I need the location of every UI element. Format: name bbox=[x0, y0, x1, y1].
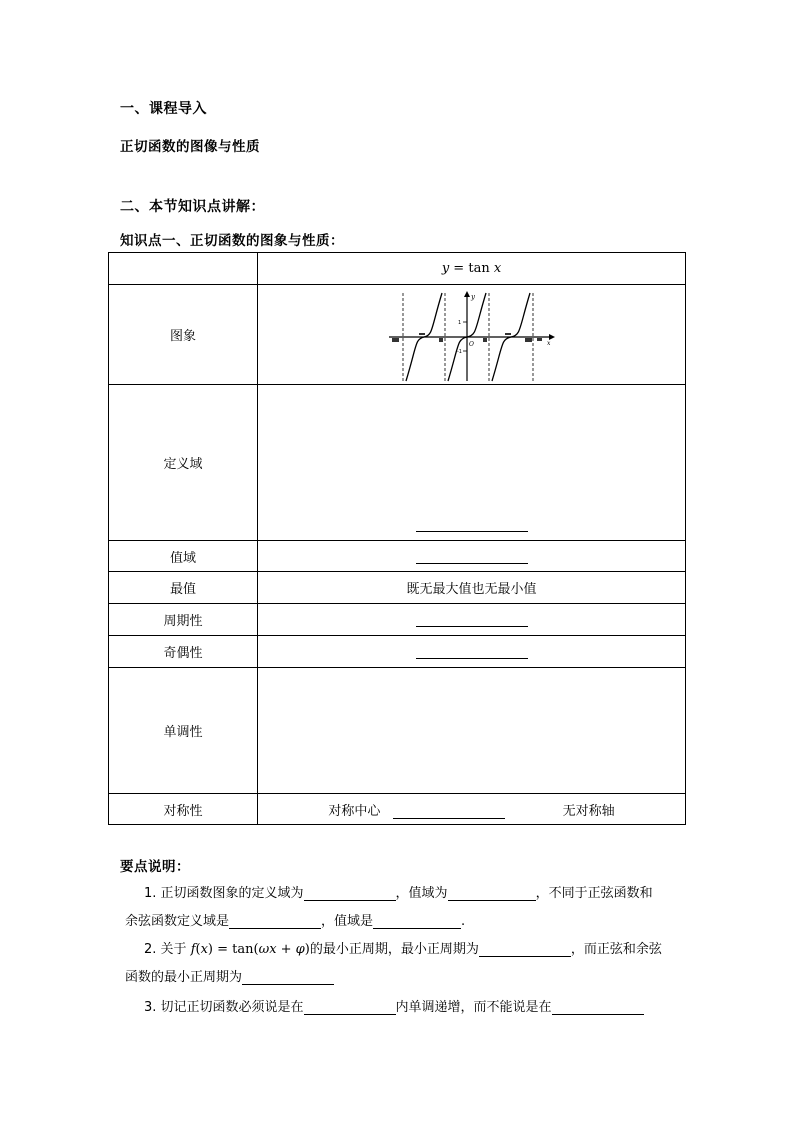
note-1-line-1: 1. 正切函数图象的定义域为 ，值域为 ，不同于正弦函数和 bbox=[144, 886, 653, 901]
note-1-blank-domain[interactable] bbox=[304, 886, 396, 901]
origin-label: O bbox=[468, 340, 474, 348]
note-2-formula: f(x) = tan(ωx + φ) bbox=[190, 942, 310, 957]
period-cell[interactable] bbox=[258, 604, 686, 636]
graph-label: 图象 bbox=[109, 285, 258, 385]
table-row bbox=[109, 794, 686, 825]
parity-label: 奇偶性 bbox=[109, 636, 258, 668]
domain-label: 定义域 bbox=[109, 385, 258, 541]
note-2-line-2: 函数的最小正周期为 bbox=[125, 966, 334, 985]
note-1-line-2: 余弦函数定义域是 ，值域是 . bbox=[125, 914, 466, 929]
symmetry-center-blank[interactable] bbox=[393, 805, 505, 819]
symmetry-label: 对称性 bbox=[109, 794, 258, 825]
domain-cell[interactable] bbox=[258, 385, 686, 541]
section1-title: 一、课程导入 bbox=[120, 101, 207, 117]
monotonic-cell[interactable] bbox=[258, 668, 686, 794]
parity-cell[interactable] bbox=[258, 636, 686, 668]
note-1-blank-cos-range[interactable] bbox=[373, 914, 461, 929]
symmetry-cell bbox=[258, 794, 686, 825]
extreme-label: 最值 bbox=[109, 572, 258, 604]
period-blank[interactable] bbox=[416, 613, 528, 627]
section1-subtitle: 正切函数的图像与性质 bbox=[120, 139, 260, 155]
y-axis-label: y bbox=[470, 292, 475, 301]
table-row bbox=[109, 253, 686, 285]
y-tick-1: 1 bbox=[457, 319, 461, 326]
range-label: 值域 bbox=[109, 541, 258, 572]
x-axis-label: x bbox=[546, 339, 550, 347]
range-cell[interactable] bbox=[258, 541, 686, 572]
tangent-properties-table bbox=[108, 252, 686, 825]
table-row bbox=[109, 636, 686, 668]
table-row bbox=[109, 385, 686, 541]
tangent-graph bbox=[387, 289, 557, 383]
extreme-value: 既无最大值也无最小值 bbox=[258, 572, 686, 604]
parity-blank[interactable] bbox=[416, 645, 528, 659]
symmetry-center-label: 对称中心 bbox=[328, 803, 381, 819]
range-blank[interactable] bbox=[416, 550, 528, 564]
graph-cell bbox=[258, 285, 686, 385]
header-formula: y = tan x bbox=[258, 253, 686, 285]
table-row bbox=[109, 285, 686, 385]
monotonic-label: 单调性 bbox=[109, 668, 258, 794]
header-empty-cell bbox=[109, 253, 258, 285]
note-3-line-1: 3. 切记正切函数必须说是在 内单调递增，而不能说是在 bbox=[144, 996, 644, 1015]
section2-title: 二、本节知识点讲解： bbox=[120, 199, 265, 215]
table-row bbox=[109, 668, 686, 794]
period-label: 周期性 bbox=[109, 604, 258, 636]
note-2-blank-sin-period[interactable] bbox=[242, 970, 334, 985]
note-2-line-1: 2. 关于 f(x) = tan(ωx + φ)的最小正周期，最小正周期为 ，而正弦和余弦 bbox=[144, 942, 662, 957]
domain-blank[interactable] bbox=[416, 518, 528, 532]
no-axis-label: 无对称轴 bbox=[562, 803, 615, 819]
note-1-blank-range[interactable] bbox=[448, 886, 536, 901]
table-row bbox=[109, 572, 686, 604]
table-row bbox=[109, 541, 686, 572]
notes-title: 要点说明： bbox=[120, 859, 190, 875]
knowledge-point-title: 知识点一、正切函数的图象与性质： bbox=[120, 233, 344, 249]
note-1-blank-cos-domain[interactable] bbox=[229, 914, 321, 929]
y-tick-neg1: -1 bbox=[456, 348, 462, 355]
note-2-blank-period[interactable] bbox=[479, 942, 571, 957]
note-3-blank-interval[interactable] bbox=[304, 1000, 396, 1015]
note-3-blank-wrong-interval[interactable] bbox=[552, 1000, 644, 1015]
table-row bbox=[109, 604, 686, 636]
